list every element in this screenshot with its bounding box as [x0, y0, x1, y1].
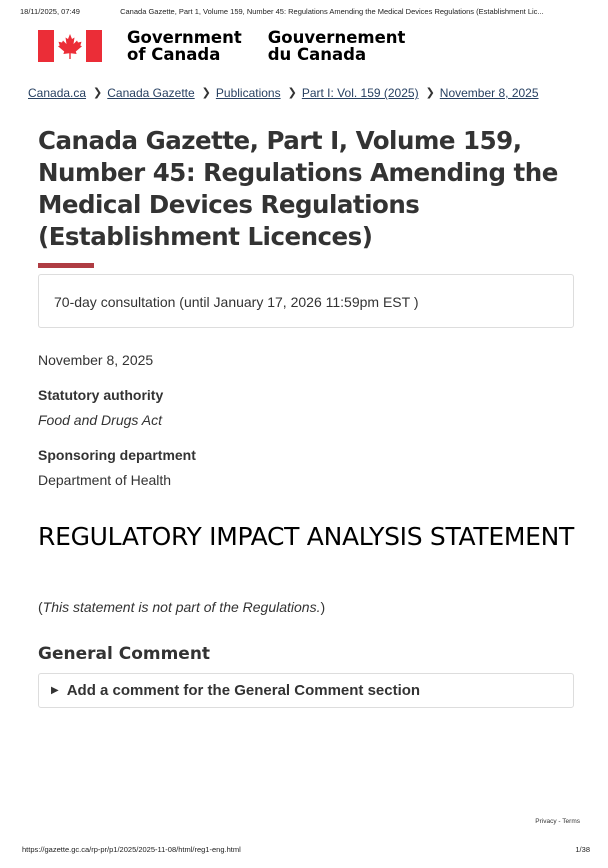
triangle-right-icon: ▶ — [51, 685, 59, 696]
publication-date: November 8, 2025 — [38, 352, 154, 368]
statement-note — [38, 599, 325, 615]
terms-link[interactable]: Terms — [562, 818, 580, 825]
sponsoring-department-value: Department of Health — [38, 472, 172, 488]
consultation-notice: 70-day consultation (until January 17, 2026 11:59pm EST ) — [38, 274, 574, 328]
sponsoring-department-label: Sponsoring department — [38, 447, 196, 463]
government-signature[interactable] — [38, 30, 431, 62]
signature-wordmark — [127, 29, 431, 63]
breadcrumb-canada-gazette[interactable]: Canada Gazette — [107, 86, 195, 100]
general-comment-summary: Add a comment for the General Comment section — [66, 682, 421, 699]
print-timestamp: 18/11/2025, 07:49 — [20, 7, 80, 16]
note-close-paren: ) — [320, 599, 326, 615]
canada-flag-icon — [38, 30, 102, 62]
title-accent-rule — [38, 263, 94, 268]
breadcrumb — [28, 86, 539, 100]
note-text: This statement is not part of the Regulations. — [42, 599, 321, 615]
signature-english — [127, 29, 242, 63]
print-page-number: 1/38 — [575, 845, 590, 854]
print-title: Canada Gazette, Part 1, Volume 159, Number 45: Regulations Amending the Medical Devices Regulations (Establishment Lic... — [120, 7, 544, 16]
signature-french — [268, 29, 406, 63]
print-url: https://gazette.gc.ca/rp-pr/p1/2025/2025-11-08/html/reg1-eng.html — [22, 845, 241, 854]
signature-en-line1: Government — [127, 28, 242, 47]
chevron-right-icon: ❯ — [425, 87, 435, 99]
footer-links — [535, 818, 580, 825]
chevron-right-icon: ❯ — [287, 87, 297, 99]
statutory-authority-label: Statutory authority — [38, 387, 164, 403]
general-comment-heading: General Comment — [38, 644, 211, 664]
chevron-right-icon: ❯ — [201, 87, 211, 99]
signature-fr-line1: Gouvernement — [267, 28, 406, 47]
breadcrumb-part-i-volume[interactable]: Part I: Vol. 159 (2025) — [301, 86, 419, 100]
note-open-paren: ( — [38, 599, 43, 615]
signature-en-line2: of Canada — [127, 45, 221, 64]
footer-separator: - — [558, 818, 561, 825]
breadcrumb-canada-ca[interactable]: Canada.ca — [28, 86, 87, 100]
page-title: Canada Gazette, Part I, Volume 159, Number 45: Regulations Amending the Medical Devices Regulations (Establishment Licences) — [38, 126, 558, 251]
print-footer — [22, 845, 590, 854]
print-header — [20, 7, 598, 16]
breadcrumb-issue-date[interactable]: November 8, 2025 — [439, 86, 539, 100]
statutory-authority-value: Food and Drugs Act — [38, 412, 162, 428]
breadcrumb-publications[interactable]: Publications — [215, 86, 281, 100]
section-heading: REGULATORY IMPACT ANALYSIS STATEMENT — [38, 522, 575, 551]
chevron-right-icon: ❯ — [93, 87, 103, 99]
general-comment-expander[interactable] — [38, 673, 574, 708]
privacy-link[interactable]: Privacy — [535, 818, 557, 825]
signature-fr-line2: du Canada — [267, 45, 367, 64]
